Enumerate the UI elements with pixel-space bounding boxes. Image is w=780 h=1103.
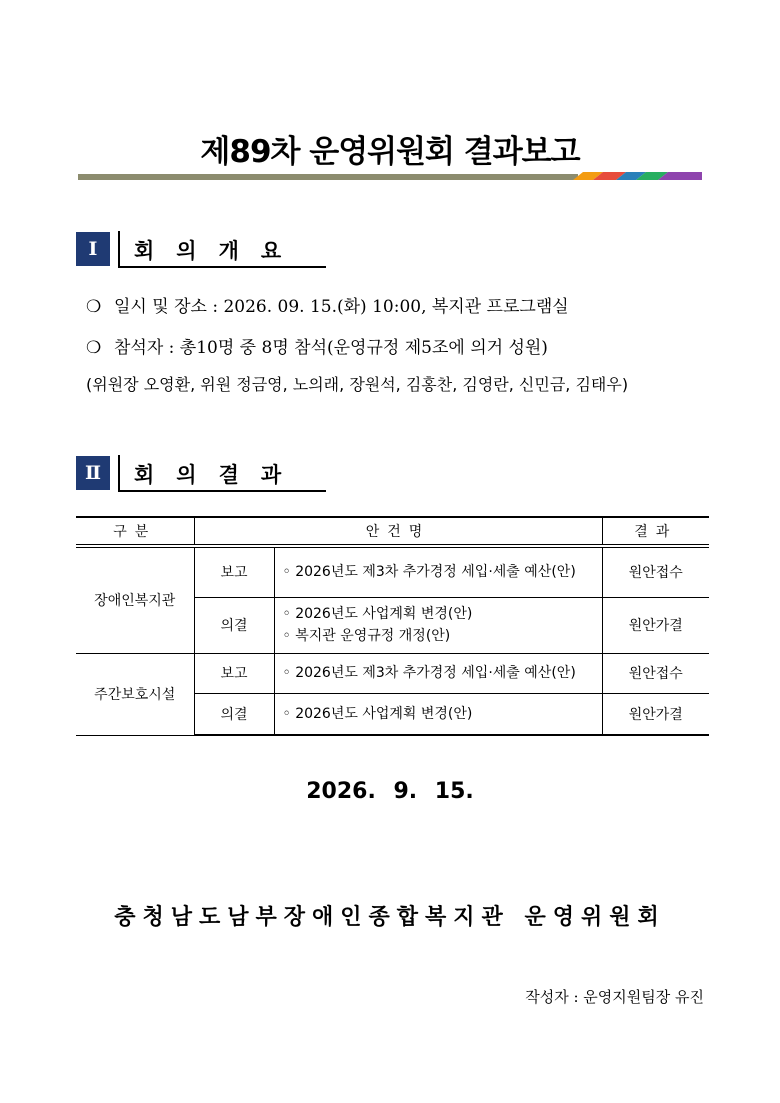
document-title: 제89차 운영위원회 결과보고 <box>200 134 580 170</box>
section-underline <box>118 490 326 492</box>
meeting-datetime-text: 일시 및 장소 : 2026. 09. 15.(화) 10:00, 복지관 프로그램실 <box>114 297 569 317</box>
results-table <box>76 516 709 736</box>
attendee-list: (위원장 오영환, 위원 정금영, 노의래, 장원석, 김홍찬, 김영란, 신민금, 김태우) <box>86 375 629 394</box>
section-underline <box>118 266 326 268</box>
section-divider <box>118 231 120 267</box>
type-cell: 보고 <box>194 546 274 597</box>
agenda-item: ◦ 복지관 운영규정 개정(안) <box>282 628 451 644</box>
header-item: 안건명 <box>194 517 602 546</box>
result-cell: 원안가결 <box>602 693 709 735</box>
meeting-datetime-line <box>86 292 569 317</box>
agenda-item: ◦ 2026년도 사업계획 변경(안) <box>282 705 473 722</box>
organization-name: 충청남도남부장애인종합복지관 운영위원회 <box>114 905 666 930</box>
section-title: 회의개요 <box>134 239 304 263</box>
attendance-text: 참석자 : 총10명 중 8명 참석(운영규정 제5조에 의거 성원) <box>114 338 548 358</box>
agenda-item: ◦ 2026년도 제3차 추가경정 세입·세출 예산(안) <box>282 665 576 681</box>
section-title: 회의결과 <box>134 463 304 487</box>
header-result: 결과 <box>602 517 709 546</box>
table-header-row <box>76 517 709 546</box>
section-divider <box>118 455 120 491</box>
category-cell: 장애인복지관 <box>76 546 194 653</box>
report-date: 2026. 9. 15. <box>306 779 474 804</box>
result-cell: 원안가결 <box>602 597 709 653</box>
result-cell: 원안접수 <box>602 546 709 597</box>
type-cell: 의결 <box>194 693 274 735</box>
category-cell: 주간보호시설 <box>76 653 194 735</box>
author-line: 작성자 : 운영지원팀장 유진 <box>525 988 704 1006</box>
agenda-item: ◦ 2026년도 제3차 추가경정 세입·세출 예산(안) <box>282 564 576 581</box>
circle-bullet-icon: ❍ <box>86 338 102 358</box>
result-cell: 원안접수 <box>602 653 709 693</box>
header-category: 구분 <box>76 517 194 546</box>
title-decorative-rule <box>78 172 702 182</box>
circle-bullet-icon: ❍ <box>86 297 102 317</box>
type-cell: 의결 <box>194 597 274 653</box>
agenda-item: ◦ 2026년도 사업계획 변경(안) <box>282 606 473 622</box>
section-number-badge: Ⅰ <box>76 232 110 266</box>
table-row <box>76 653 709 693</box>
section-number-badge: Ⅱ <box>76 456 110 490</box>
item-cell <box>274 693 602 735</box>
item-cell <box>274 597 602 653</box>
type-cell: 보고 <box>194 653 274 693</box>
item-cell <box>274 653 602 693</box>
table-row <box>76 546 709 597</box>
item-cell <box>274 546 602 597</box>
attendance-line <box>86 333 548 358</box>
